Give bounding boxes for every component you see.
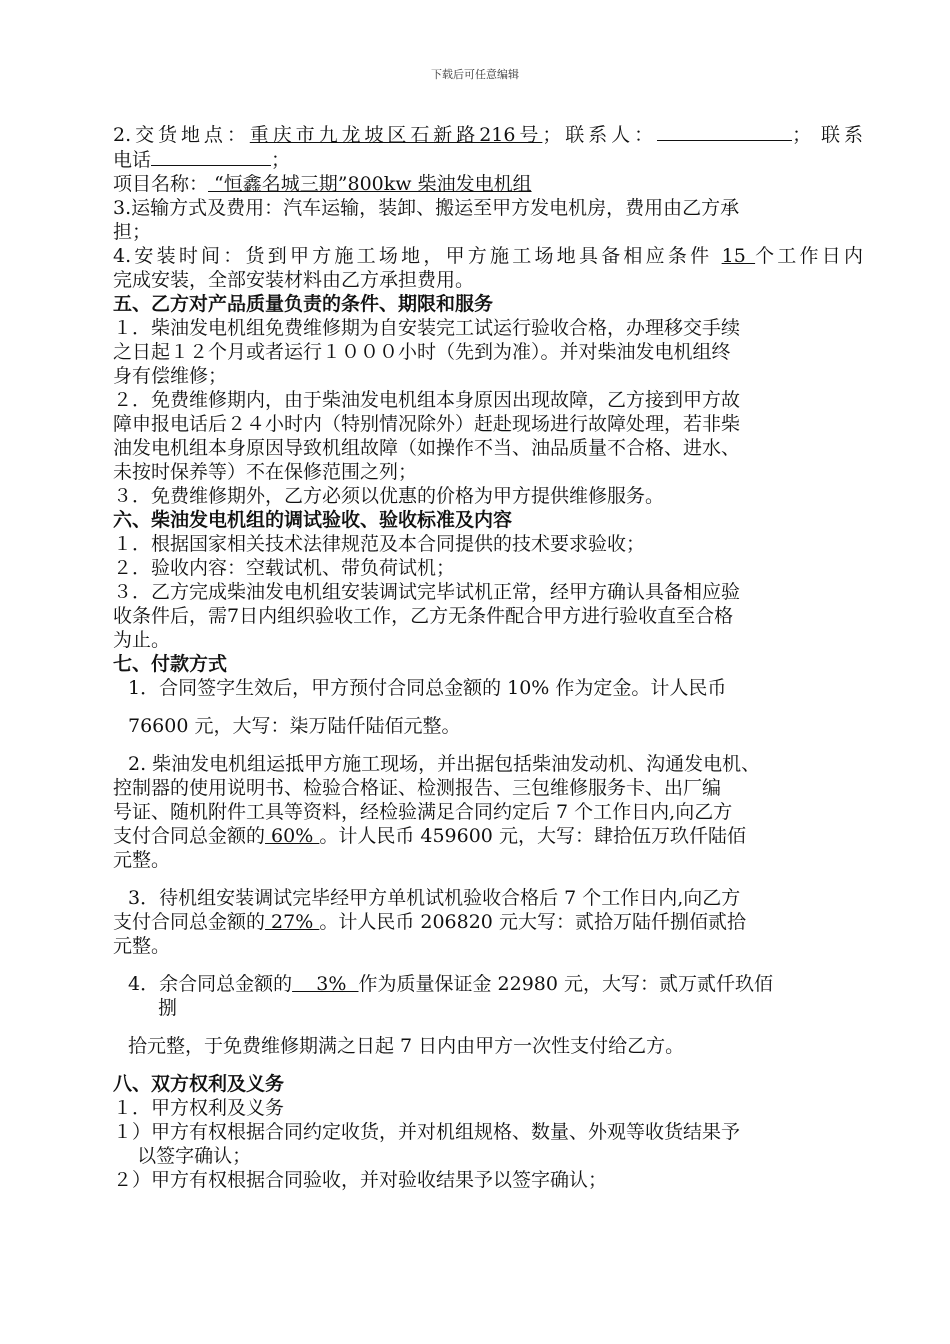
payment-3-line-2 — [113, 910, 863, 934]
contact-label: ；联系人： — [542, 124, 658, 146]
section-7-title: 七、付款方式 — [113, 653, 228, 675]
payment-4-percent: 3% — [292, 973, 359, 995]
phone-end: ； — [271, 149, 291, 171]
payment-4-line-1 — [113, 972, 863, 996]
payment-2-line-5: 元整。 — [113, 849, 171, 871]
sec5-line: 油发电机组本身原因导致机组故障（如操作不当、油品质量不合格、进水、 — [113, 437, 741, 459]
sec6-line: 收条件后，需7日内组织验收工作，乙方无条件配合甲方进行验收直至合格 — [113, 605, 734, 627]
payment-2-line: 控制器的使用说明书、检验合格证、检测报告、三包维修服务卡、出厂编 — [113, 777, 722, 799]
sec5-line: １．柴油发电机组免费维修期为自安装完工试运行验收合格，办理移交手续 — [113, 317, 741, 339]
transport-line-1: 3.运输方式及费用：汽车运输，装卸、搬运至甲方发电机房，费用由乙方承 — [113, 197, 740, 219]
install-text-a: 4.安装时间：货到甲方施工场地，甲方施工场地具备相应条件 — [113, 245, 722, 267]
sec5-line: ３．免费维修期外，乙方必须以优惠的价格为甲方提供维修服务。 — [113, 485, 665, 507]
install-text-b: 个工作日内 — [755, 245, 863, 267]
page-header: 下载后可任意编辑 — [431, 68, 519, 81]
sec6-line: １．根据国家相关技术法律规范及本合同提供的技术要求验收； — [113, 533, 646, 555]
payment-4-text-b: 作为质量保证金 22980 元，大写：贰万贰仟玖佰 — [358, 973, 774, 995]
payment-1-line-2: 76600 元，大写：柒万陆仟陆佰元整。 — [128, 715, 461, 737]
contract-body — [113, 122, 863, 1192]
sec8-line: １）甲方有权根据合同约定收货，并对机组规格、数量、外观等收货结果予 — [113, 1121, 741, 1143]
delivery-prefix: 2.交货地点： — [113, 124, 250, 146]
sec6-line: ３．乙方完成柴油发电机组安装调试完毕试机正常，经甲方确认具备相应验 — [113, 581, 741, 603]
sec5-line: 未按时保养等）不在保修范围之列； — [113, 461, 418, 483]
project-prefix: 项目名称： — [113, 173, 209, 195]
payment-4-line-2: 捌 — [158, 997, 178, 1019]
install-line-2: 完成安装，全部安装材料由乙方承担费用。 — [113, 269, 475, 291]
install-days: 15 — [721, 245, 756, 267]
sec5-line: ２．免费维修期内，由于柴油发电机组本身原因出现故障，乙方接到甲方故 — [113, 389, 741, 411]
sec5-line: 障申报电话后２４小时内（特别情况除外）赶赴现场进行故障处理，若非柴 — [113, 413, 741, 435]
payment-4-line-3: 拾元整，于免费维修期满之日起 7 日内由甲方一次性支付给乙方。 — [128, 1035, 685, 1057]
sec8-line: １．甲方权利及义务 — [113, 1097, 285, 1119]
contact-blank — [657, 122, 792, 141]
install-line-1 — [113, 244, 863, 268]
sec8-line: 以签字确认； — [113, 1145, 252, 1167]
contact-sep: ； 联系 — [792, 124, 863, 146]
section-8-title: 八、双方权利及义务 — [113, 1073, 285, 1095]
sec6-line: ２．验收内容：空载试机、带负荷试机； — [113, 557, 456, 579]
phone-line — [113, 147, 863, 172]
payment-2-line-4 — [113, 824, 863, 848]
section-5-title: 五、乙方对产品质量负责的条件、期限和服务 — [113, 293, 494, 315]
payment-3-line-1: 3．待机组安装调试完毕经甲方单机试机验收合格后 7 个工作日内,向乙方 — [128, 887, 741, 909]
payment-3-line-3: 元整。 — [113, 935, 171, 957]
sec6-line: 为止。 — [113, 629, 171, 651]
sec5-line: 之日起１２个月或者运行１０００小时（先到为准）。并对柴油发电机组终 — [113, 341, 731, 363]
payment-3-text-a: 支付合同总金额的 — [113, 911, 266, 933]
project-name: “恒鑫名城三期”800kw 柴油发电机组 — [208, 173, 532, 195]
sec5-line: 身有偿维修； — [113, 365, 228, 387]
delivery-address: 重庆市九龙坡区石新路216号 — [249, 124, 543, 146]
section-6-title: 六、柴油发电机组的调试验收、验收标准及内容 — [113, 509, 513, 531]
payment-3-text-b: 。计人民币 206820 元大写：贰拾万陆仟捌佰贰拾 — [319, 911, 746, 933]
payment-2-line: 号证、随机附件工具等资料，经检验满足合同约定后 7 个工作日内,向乙方 — [113, 801, 733, 823]
phone-label: 电话 — [113, 149, 152, 171]
payment-2-text-b: 。计人民币 459600 元，大写：肆拾伍万玖仟陆佰 — [319, 825, 746, 847]
payment-2-text-a: 支付合同总金额的 — [113, 825, 266, 847]
payment-3-percent: 27% — [265, 911, 320, 933]
payment-1-line-1: 1．合同签字生效后，甲方预付合同总金额的 10% 作为定金。计人民币 — [128, 677, 727, 699]
delivery-line — [113, 122, 863, 147]
payment-2-line: 2. 柴油发电机组运抵甲方施工现场，并出据包括柴油发动机、沟通发电机、 — [128, 753, 761, 775]
payment-4-text-a: 4．余合同总金额的 — [128, 973, 293, 995]
transport-line-2: 担； — [113, 221, 152, 243]
payment-2-percent: 60% — [265, 825, 320, 847]
phone-blank — [151, 147, 271, 166]
project-line — [113, 172, 863, 196]
sec8-line: ２）甲方有权根据合同验收，并对验收结果予以签字确认； — [113, 1169, 608, 1191]
